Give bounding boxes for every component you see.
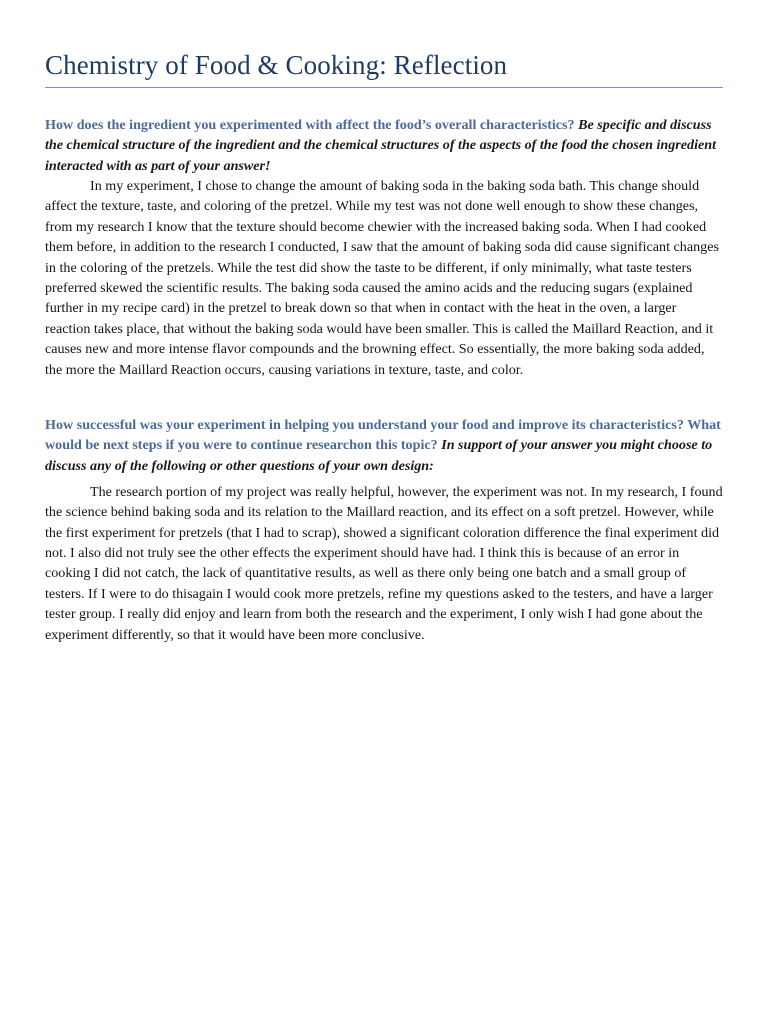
answer-paragraph: The research portion of my project was really helpful, however, the experiment was not. In my research, I found the science behind baking soda and its relation to the Maillard reaction, and its effect on a soft pretzel. However, while the first experiment for pretzels (that I had to scrap), showed a significant coloration difference the final experiment did not. I also did not truly see the other effects the experiment should have had. I think this is because of an error in cooking I did not catch, the lack of quantitative results, as well as there only being one batch and a small group of testers. If I were to do thisagain I would cook more pretzels, refine my questions asked to the testers, and have a larger tester group. I really did enjoy and learn from both the research and the experiment, I only wish I had gone about the experiment differently, so that it would have been more conclusive. xyxy=(45,483,723,643)
title-underline-divider xyxy=(45,87,723,88)
reflection-section-ingredient-effect xyxy=(45,115,723,380)
answer-paragraph: In my experiment, I chose to change the amount of baking soda in the baking soda bath. This change should affect the texture, taste, and coloring of the pretzel. While my test was not done well enough to show these changes, from my research I know that the texture should become chewier with the increased baking soda. When I had cooked them before, in addition to the research I conducted, I saw that the amount of baking soda did cause significant changes in the coloring of the pretzels. While the test did show the taste to be different, if only minimally, what taste testers preferred skewed the scientific results. The baking soda caused the amino acids and the reducing sugars (explained further in my recipe card) in the pretzel to break down so that when in contact with the heat in the oven, a larger reaction takes place, that without the baking soda would have been smaller. This is called the Maillard Reaction, and it causes new and more intense flavor compounds and the browning effect. So essentially, the more baking soda added, the more the Maillard Reaction occurs, causing variations in texture, taste, and color. xyxy=(45,177,719,378)
question-instruction: In support of your answer you might choose to discuss any of the following or other questions of your own design: xyxy=(45,437,713,474)
reflection-section-experiment-success xyxy=(45,415,723,645)
question-prompt xyxy=(45,415,723,476)
question-prompt xyxy=(45,115,723,176)
question-text: How successful was your experiment in helping you understand your food and improve its characteristics? What would be next steps if you were to continue researchon this topic? xyxy=(45,416,721,454)
page-title: Chemistry of Food & Cooking: Reflection xyxy=(45,50,508,80)
question-text: How does the ingredient you experimented with affect the food’s overall characteristics? xyxy=(45,117,575,133)
question-instruction: Be specific and discuss the chemical structure of the ingredient and the chemical structures of the aspects of the food the chosen ingredient interacted with as part of your answer! xyxy=(45,117,717,174)
